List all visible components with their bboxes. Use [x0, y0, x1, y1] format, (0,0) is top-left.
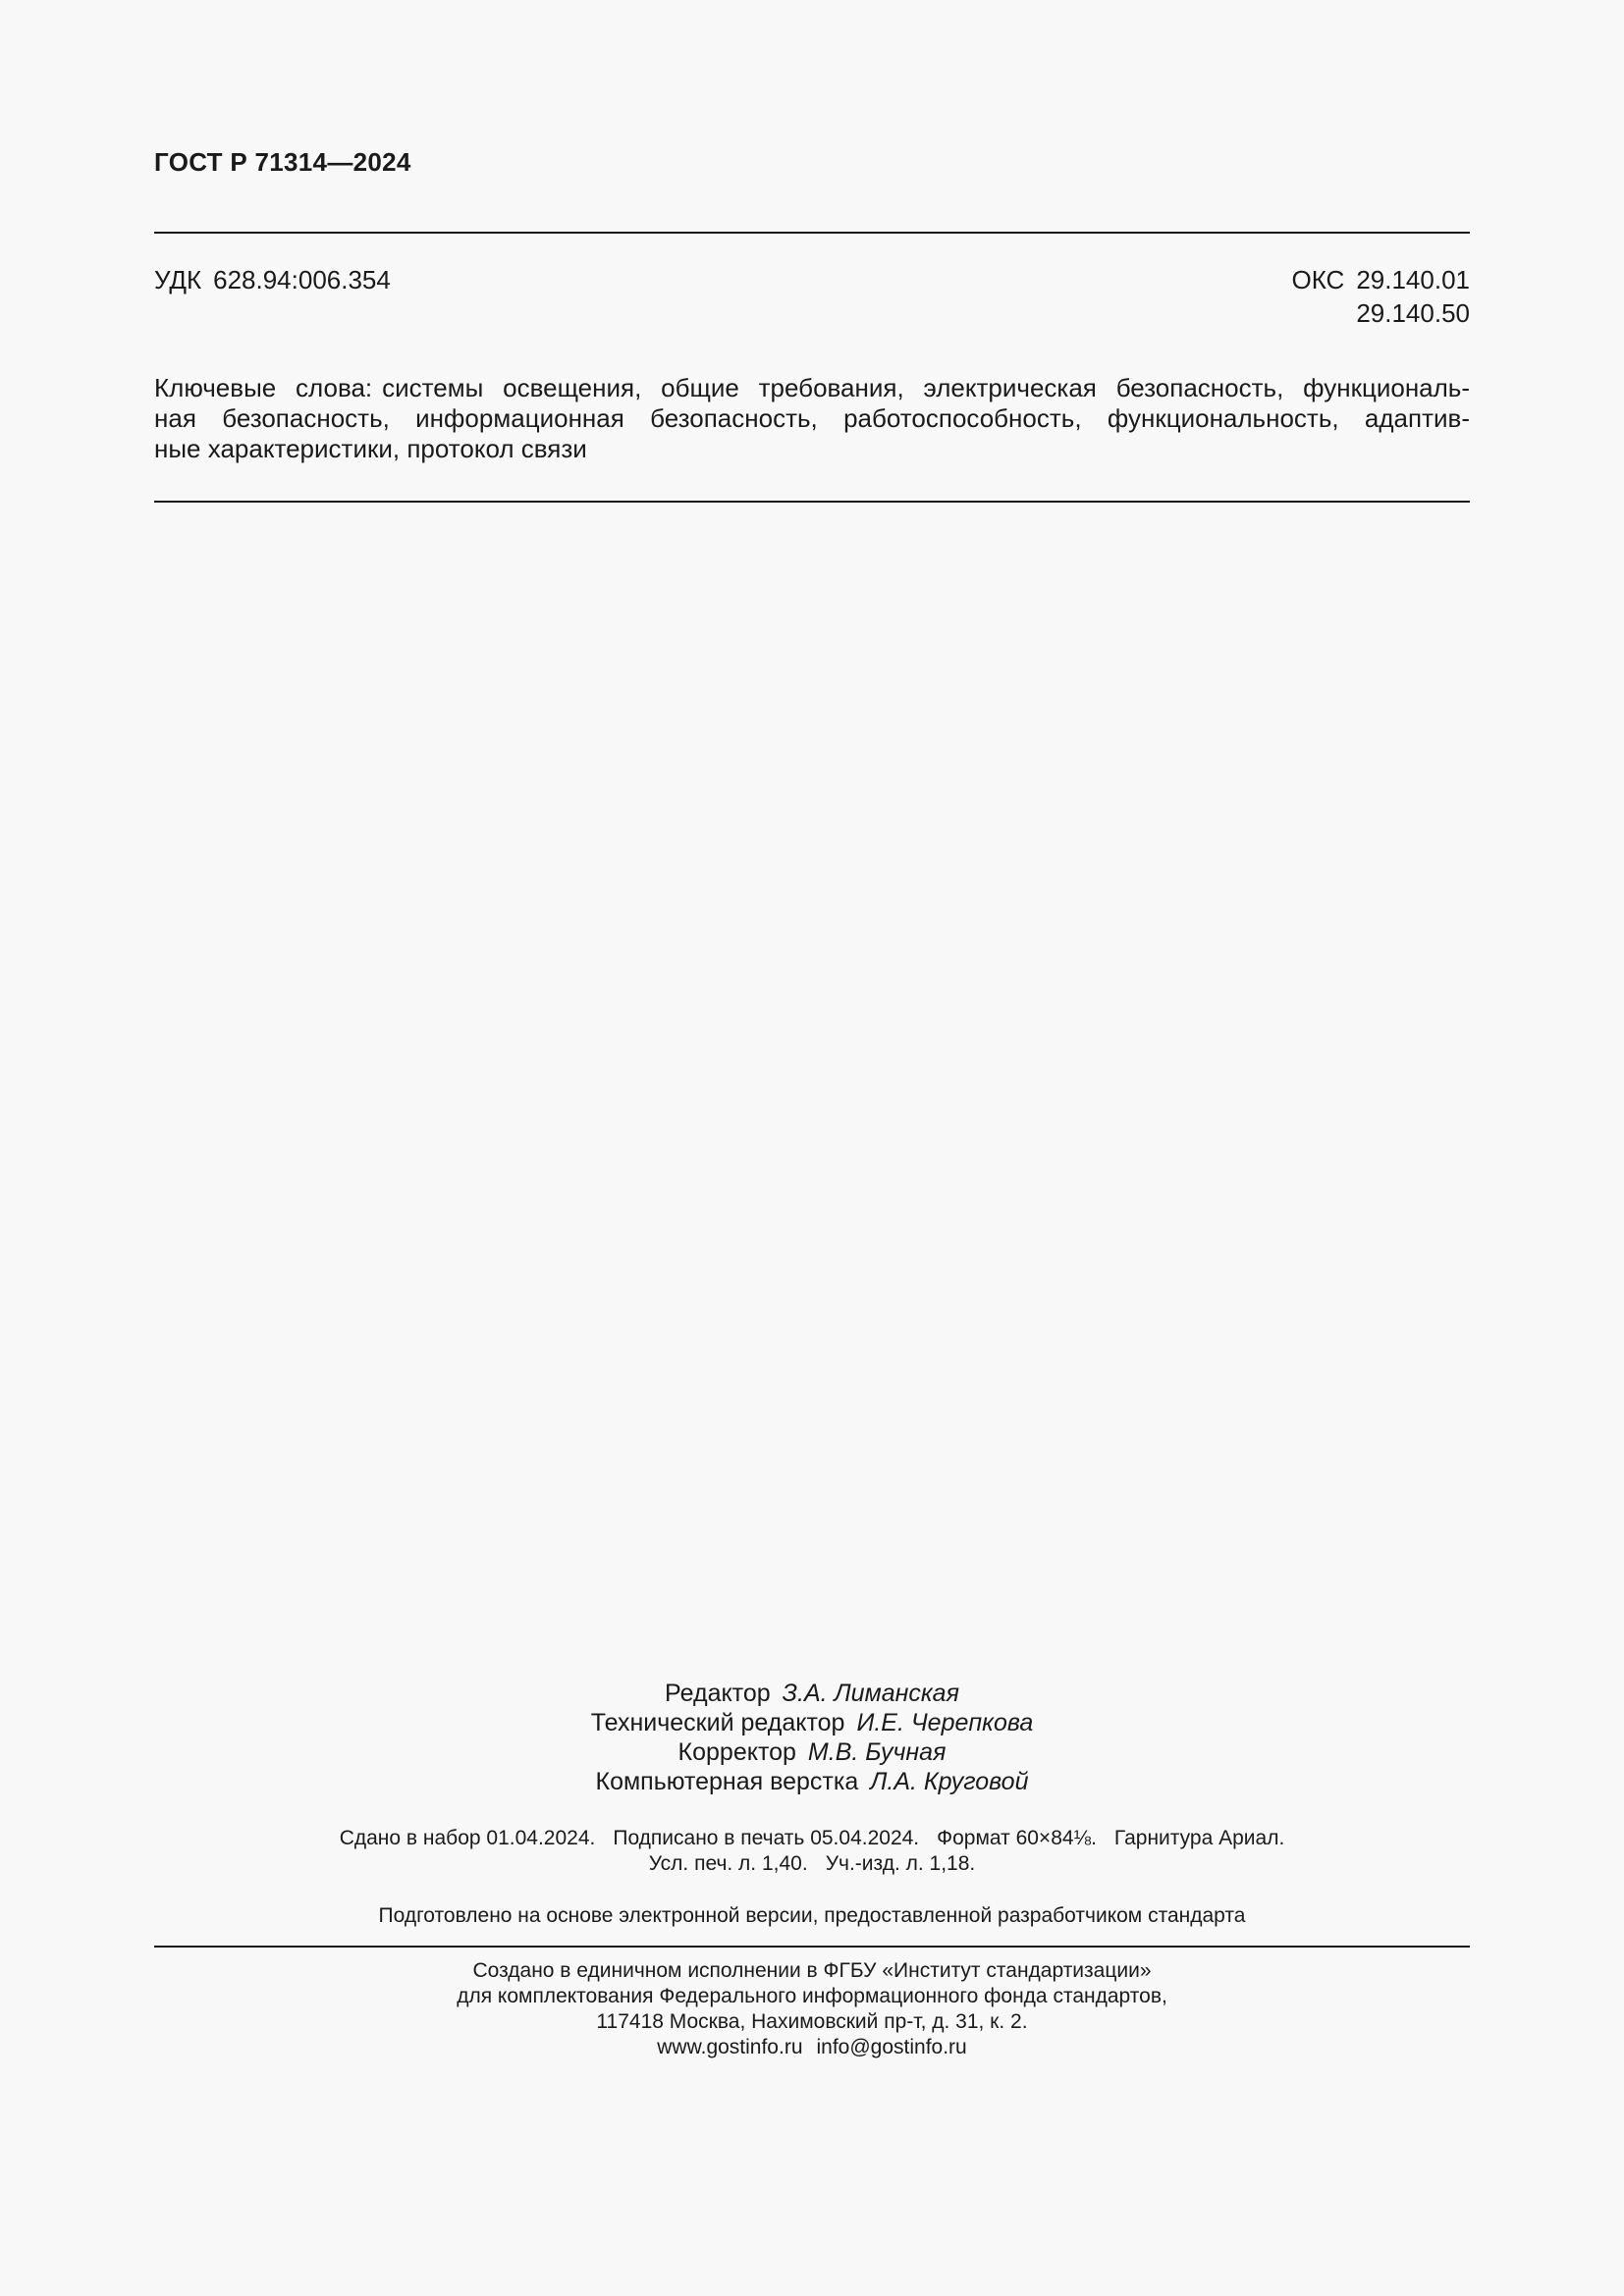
footer-divider — [154, 1946, 1470, 1948]
staff-name: Л.А. Круговой — [870, 1768, 1029, 1795]
keywords-block — [154, 373, 1470, 464]
staff-name: З.А. Лиманская — [782, 1680, 959, 1707]
footer-line: Создано в единичном исполнении в ФГБУ «Институт стандартизации» — [472, 1959, 1152, 1982]
imprint-details — [154, 1826, 1470, 1877]
keywords-text: ная безопасность, информационная безопасность, работоспособность, функциональность, адаптив- — [154, 403, 1470, 433]
imprint-typeface: Гарнитура Ариал. — [1113, 1827, 1285, 1849]
staff-name: М.В. Бучная — [807, 1738, 947, 1766]
staff-line-layout — [154, 1767, 1470, 1796]
staff-line-corrector — [154, 1737, 1470, 1767]
imprint-signed-date: Подписано в печать 05.04.2024. — [613, 1827, 920, 1849]
imprint-print-sheets: Усл. печ. л. 1,40. — [648, 1852, 808, 1875]
staff-role: Корректор — [677, 1738, 796, 1766]
staff-role: Редактор — [665, 1680, 771, 1707]
footer-line: 117418 Москва, Нахимовский пр-т, д. 31, к. 2. — [596, 2010, 1028, 2033]
udk-label: УДК — [154, 265, 202, 294]
oks-value: 29.140.01 — [1356, 265, 1470, 294]
keywords-label: Ключевые слова: — [154, 373, 373, 402]
website-link[interactable]: www.gostinfo.ru — [657, 2036, 803, 2058]
top-divider — [154, 232, 1470, 234]
imprint-set-date: Сдано в набор 01.04.2024. — [339, 1827, 596, 1849]
prepared-note: Подготовлено на основе электронной версии, предоставленной разработчиком стандарта — [378, 1904, 1246, 1927]
staff-role: Технический редактор — [590, 1709, 845, 1736]
oks-codes — [1276, 265, 1470, 332]
staff-name: И.Е. Черепкова — [856, 1709, 1034, 1736]
keywords-divider — [154, 501, 1470, 503]
imprint-publisher-sheets: Уч.-изд. л. 1,18. — [825, 1852, 976, 1875]
udk-code — [154, 265, 391, 295]
email-link[interactable]: info@gostinfo.ru — [816, 2036, 967, 2058]
staff-role: Компьютерная верстка — [595, 1768, 859, 1795]
keywords-text: ные характеристики, протокол связи — [154, 434, 587, 463]
imprint-format: Формат 60×84⅛. — [937, 1827, 1097, 1849]
publisher-footer — [154, 1958, 1470, 2060]
staff-credits — [154, 1679, 1470, 1796]
udk-value: 628.94:006.354 — [213, 265, 391, 294]
oks-label: ОКС — [1291, 265, 1345, 294]
oks-value: 29.140.50 — [1356, 298, 1470, 328]
footer-line: для комплектования Федерального информационного фонда стандартов, — [457, 1985, 1167, 2007]
document-title: ГОСТ Р 71314—2024 — [154, 147, 411, 177]
staff-line-tech-editor — [154, 1708, 1470, 1737]
staff-line-editor — [154, 1679, 1470, 1708]
keywords-text: системы освещения, общие требования, электрическая безопасность, функциональ- — [382, 373, 1471, 402]
